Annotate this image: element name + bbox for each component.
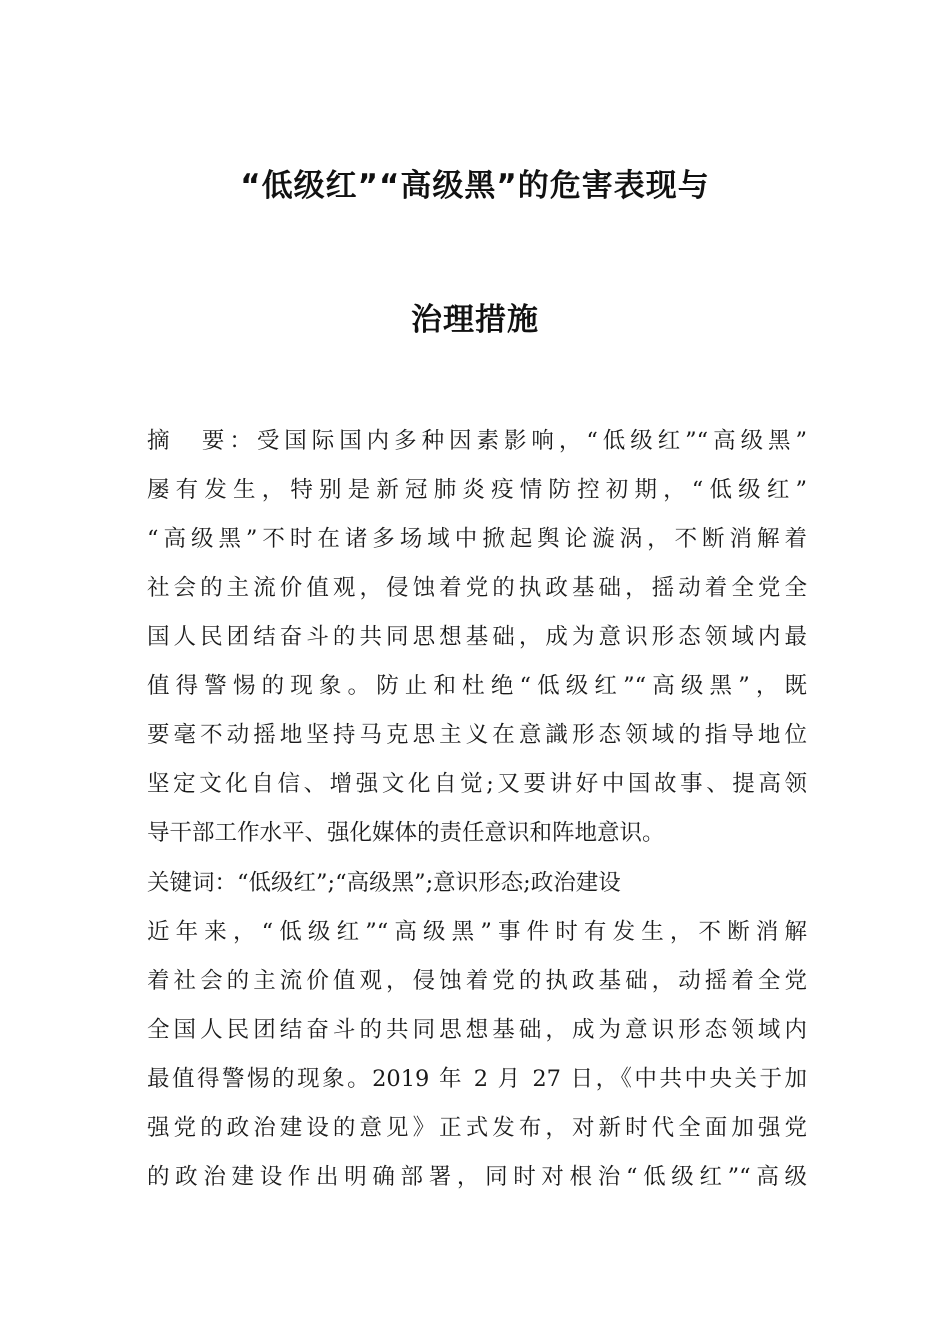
paragraph-line: 着社会的主流价值观，侵蚀着党的执政基础，动摇着全党 [147, 968, 807, 994]
abstract-line: “高级黑”不时在诸多场域中掀起舆论漩涡，不断消解着 [147, 526, 807, 552]
paragraph-line: 最值得警惕的现象。2019 年 2 月 27 日，《中共中央关于加 [147, 1066, 807, 1092]
paragraph-line: 近年来，“低级红”“高级黑”事件时有发生，不断消解 [147, 919, 807, 945]
abstract-line: 值得警惕的现象。防止和杜绝“低级红”“高级黑”，既 [147, 673, 807, 699]
abstract-line: 导干部工作水平、强化媒体的责任意识和阵地意识。 [147, 820, 665, 846]
document-title-line-2: 治理措施 [411, 302, 539, 338]
paragraph-line: 的政治建设作出明确部署，同时对根治“低级红”“高级 [147, 1164, 807, 1190]
abstract-line: 屡有发生，特别是新冠肺炎疫情防控初期，“低级红” [147, 477, 807, 503]
abstract-line: 要毫不动摇地坚持马克思主义在意識形态领域的指导地位 [147, 722, 807, 748]
abstract-line: 社会的主流价值观，侵蚀着党的执政基础，摇动着全党全 [147, 575, 807, 601]
paragraph-line: 全国人民团结奋斗的共同思想基础，成为意识形态领域内 [147, 1017, 807, 1043]
abstract-line: 坚定文化自信、增强文化自觉;又要讲好中国故事、提高领 [147, 771, 807, 797]
abstract-line: 摘 要：受国际国内多种因素影响，“低级红”“高级黑” [147, 428, 807, 454]
paragraph-line: 强党的政治建设的意见》正式发布，对新时代全面加强党 [147, 1115, 807, 1141]
document-title-line-1: “低级红”“高级黑”的危害表现与 [240, 168, 710, 204]
keywords-line: 关键词：“低级红”;“高级黑”;意识形态;政治建设 [147, 870, 621, 896]
abstract-line: 国人民团结奋斗的共同思想基础，成为意识形态领域内最 [147, 624, 807, 650]
